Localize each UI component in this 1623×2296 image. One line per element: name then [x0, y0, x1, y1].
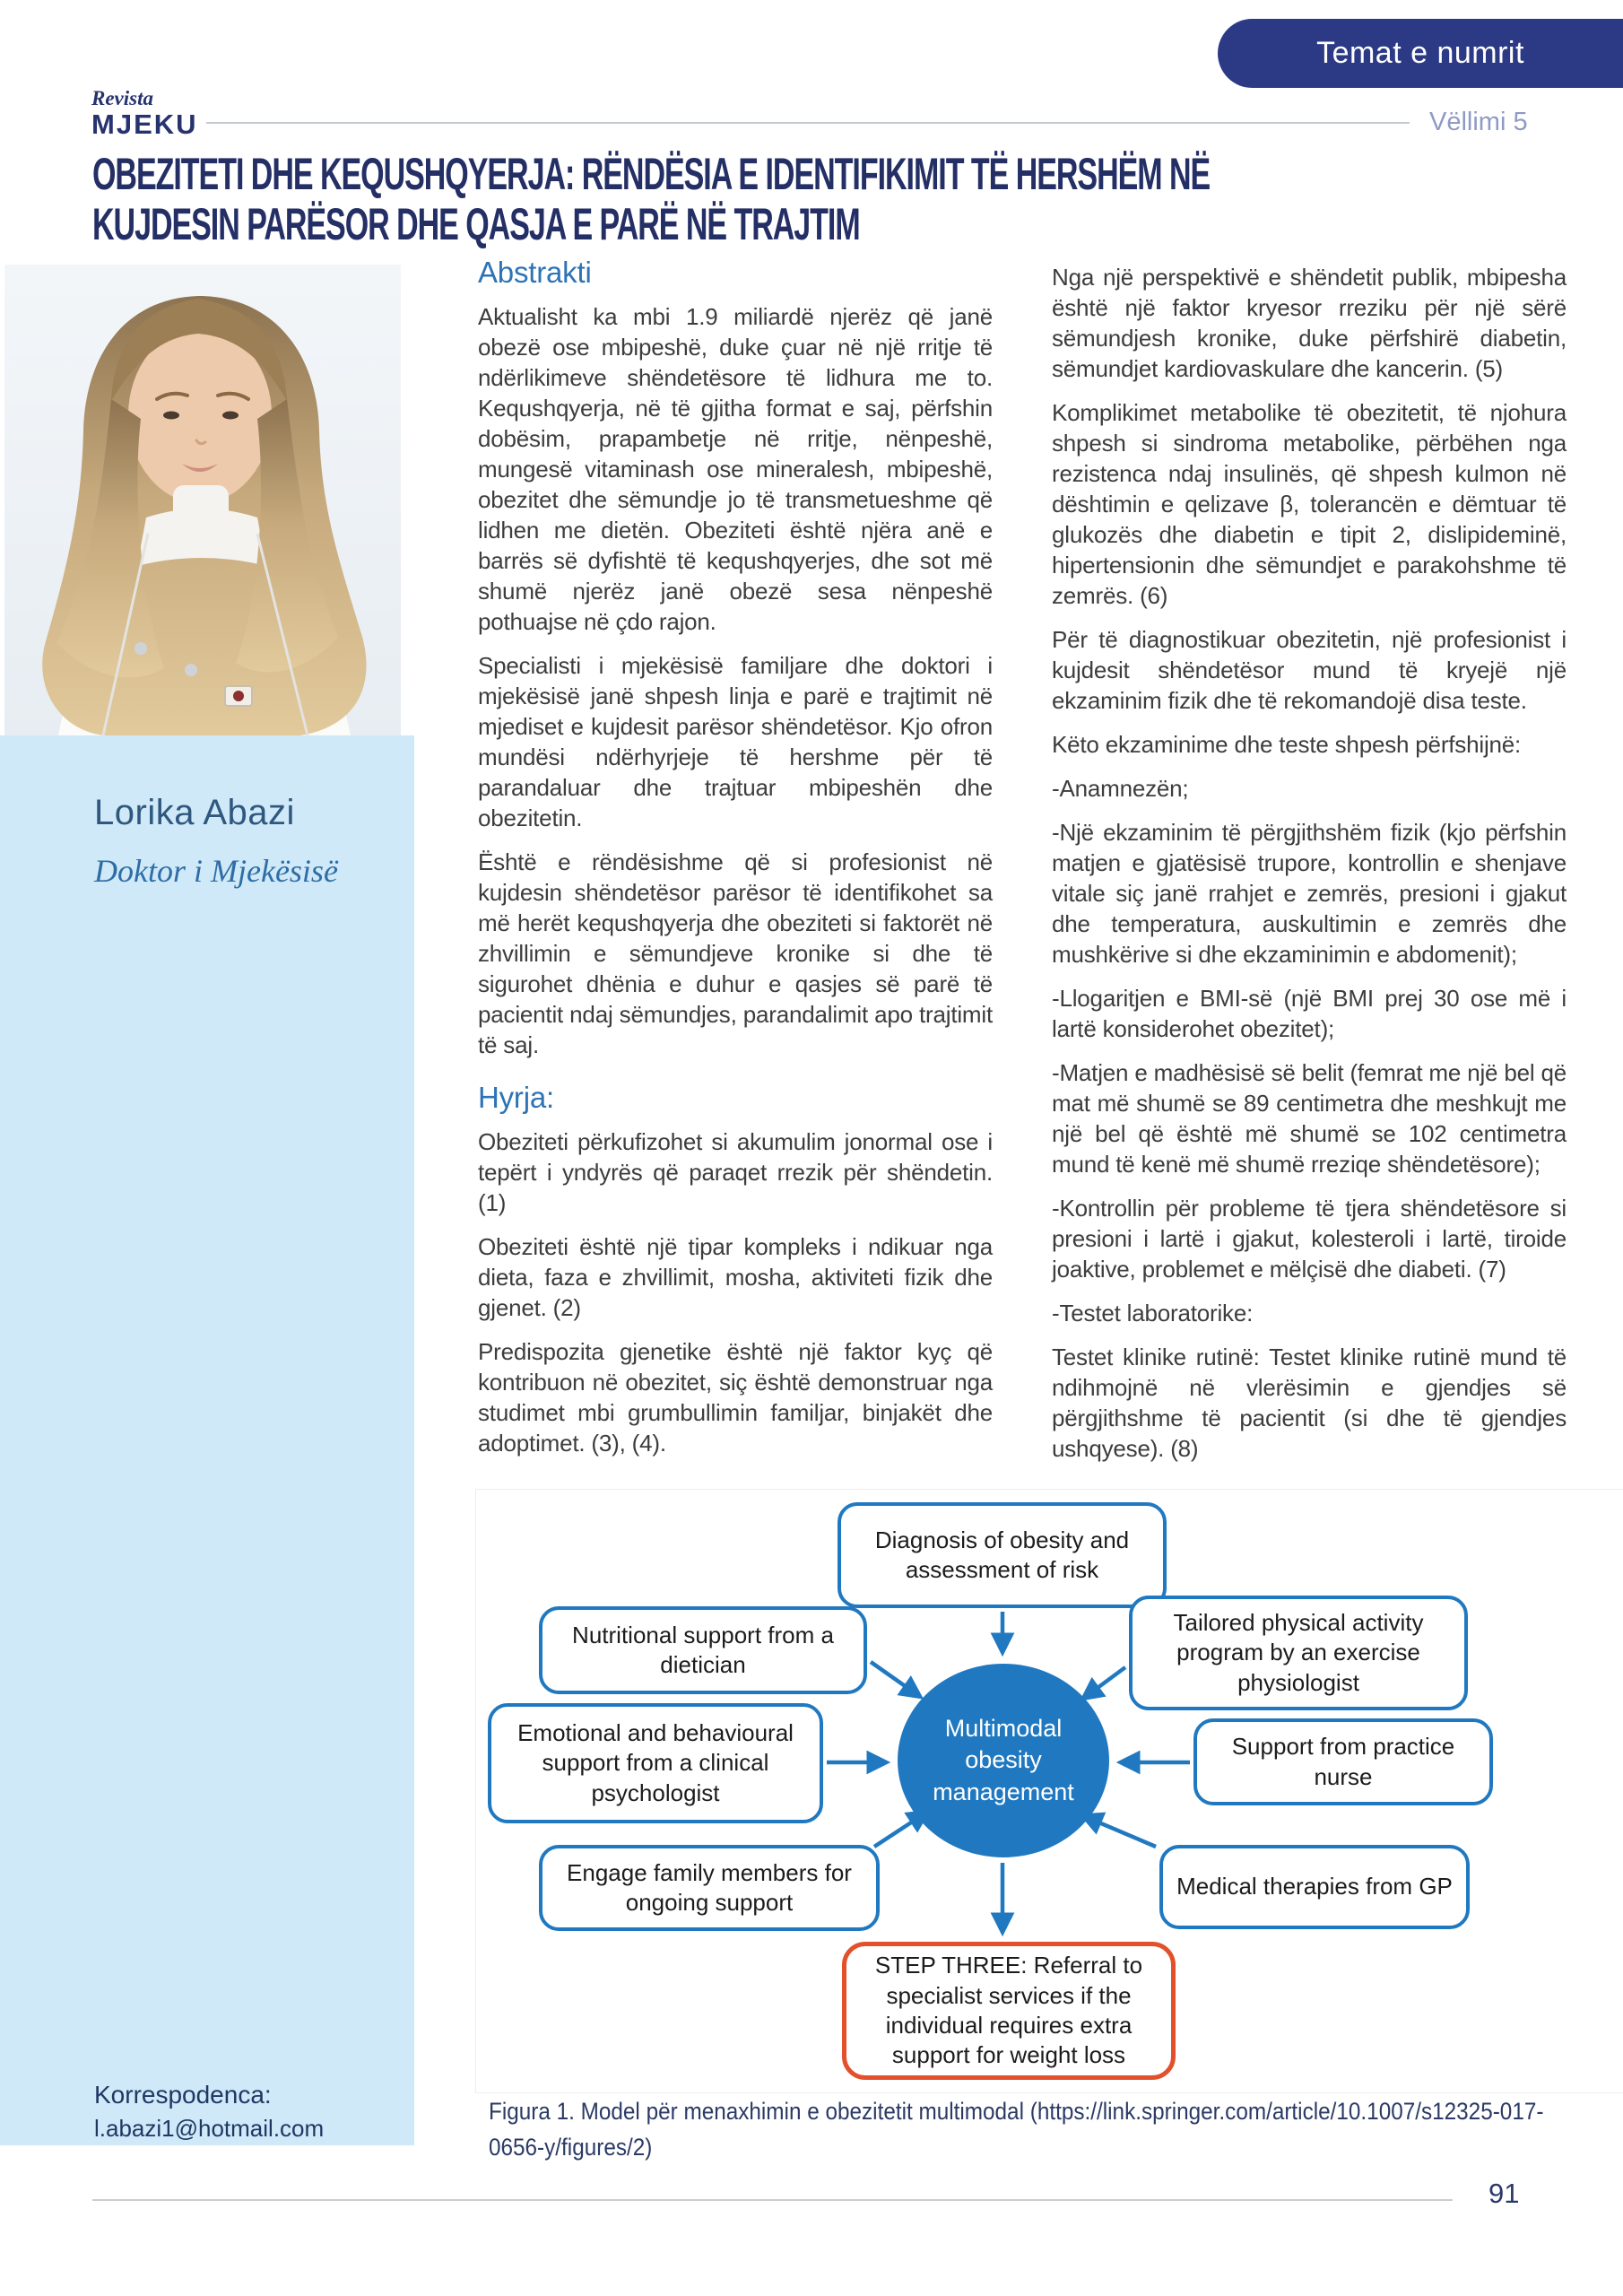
diagram-node-label: Tailored physical activity program by an exercise physiologist	[1173, 1609, 1424, 1696]
article-title-line2: KUJDESIN PARËSOR DHE QASJA E PARË NË TRAJTIM	[92, 199, 860, 249]
intro-paragraph: Predispozita gjenetike është një faktor kyç që kontribuon në obezitet, siç është demonstruar nga studimet mbi grumbullimin familjar, binjakët dhe adoptimet. (3), (4).	[478, 1338, 993, 1457]
article-title	[92, 149, 1623, 249]
diagram-step-three-label: STEP THREE: Referral to specialist services if the individual requires extra support for weight loss	[874, 1952, 1143, 2069]
diagram-node-label: Emotional and behavioural support from a clinical psychologist	[517, 1719, 794, 1806]
body-paragraph: -Testet laboratorike:	[1052, 1300, 1254, 1326]
body-paragraph: -Një ekzaminim të përgjithshëm fizik (kjo përfshin matjen e gjatësisë trupore, kontrollin e shenjave vitale siç janë rrahjet e zemrës, presioni i gjakut dhe temperatura, auskultimin e zemrës dhe mushkërive si dhe ekzaminimin e abdomenit);	[1052, 819, 1567, 968]
body-column	[1052, 262, 1567, 1477]
abstract-column	[478, 255, 993, 1472]
author-photo-illustration	[4, 265, 401, 735]
abstract-paragraph: Është e rëndësishme që si profesionist në kujdesin shëndetësor parësor të identifikohet sa më herët kequshqyerja dhe obeziteti si faktorët në zhvillimin e sëmundjeve kronike si dhe të sigurohet dhënia e duhur e qasjes së parë të pacientit ndaj sëmundjes, parandalimit apo trajtimit të saj.	[478, 848, 993, 1058]
correspondence-block	[94, 2081, 324, 2143]
intro-heading: Hyrja:	[478, 1081, 554, 1114]
author-name: Lorika Abazi	[94, 793, 295, 832]
body-paragraph: Nga një perspektivë e shëndetit publik, mbipesha është një faktor kryesor rreziku për një sërë sëmundjesh kronike, duke përfshirë diabetin, sëmundjet kardiovaskulare dhe kancerin. (5)	[1052, 264, 1567, 382]
diagram-node-label: Diagnosis of obesity and assessment of risk	[874, 1526, 1130, 1583]
figure-caption: Figura 1. Model për menaxhimin e obezitetit multimodal (https://link.springer.com/article/10.1007/s12325-017-0656-y/figures/2)	[489, 2098, 1544, 2161]
body-paragraph: Këto ekzaminime dhe teste shpesh përfshijnë:	[1052, 731, 1522, 758]
correspondence-email: l.abazi1@hotmail.com	[94, 2115, 325, 2142]
author-role: Doktor i Mjekësisë	[94, 853, 338, 889]
diagram-center-node	[898, 1664, 1109, 1857]
journal-logo-main: MJEKU	[91, 109, 198, 140]
diagram-node-label: Engage family members for ongoing support	[567, 1858, 852, 1916]
diagram-node-medical	[1159, 1845, 1470, 1929]
body-paragraph: -Llogaritjen e BMI-së (një BMI prej 30 ose më i lartë konsiderohet obezitet);	[1052, 985, 1567, 1042]
correspondence-label: Korrespodenca:	[94, 2081, 272, 2109]
intro-paragraph: Obeziteti është një tipar kompleks i ndikuar nga dieta, faza e zhvillimit, mosha, aktiviteti fizik dhe gjenet. (2)	[478, 1233, 993, 1321]
diagram-node-diagnosis	[838, 1502, 1167, 1608]
intro-paragraph: Obeziteti përkufizohet si akumulim jonormal ose i tepërt i yndyrës që paraqet rrezik për shëndetin. (1)	[478, 1128, 993, 1216]
header-divider	[206, 122, 1410, 124]
body-paragraph: Testet klinike rutinë: Testet klinike rutinë mund të ndihmojnë në vlerësimin e gjendjes së përgjithshme të pacientit (si dhe të gjendjes ushqyese). (8)	[1052, 1344, 1567, 1462]
diagram-node-label: Medical therapies from GP	[1176, 1873, 1453, 1900]
issue-topic-label: Temat e numrit	[1316, 36, 1524, 70]
diagram-center-label: Multimodal obesity management	[933, 1715, 1074, 1805]
diagram-node-nurse	[1193, 1718, 1493, 1805]
diagram-node-tailored	[1129, 1596, 1468, 1710]
footer-divider	[92, 2199, 1453, 2201]
author-sidebar-panel	[0, 735, 414, 2145]
body-paragraph: -Anamnezën;	[1052, 775, 1189, 802]
abstract-heading: Abstrakti	[478, 256, 592, 289]
diagram-node-emotional	[488, 1703, 823, 1823]
body-paragraph: -Kontrollin për probleme të tjera shëndetësore si presioni i lartë i gjakut, kolesteroli i lartë, tiroide joaktive, problemet e mëlçisë dhe diabeti. (7)	[1052, 1195, 1567, 1283]
diagram-node-engage	[539, 1845, 880, 1931]
page-number: 91	[1488, 2178, 1520, 2209]
journal-logo-top: Revista	[91, 87, 153, 109]
volume-label: Vëllimi 5	[1429, 108, 1528, 136]
abstract-paragraph: Aktualisht ka mbi 1.9 miliardë njerëz që janë obezë ose mbipeshë, duke çuar në një rritje të ndërlikimeve shëndetësore të lidhura me to. Kequshqyerja, në të gjitha format e saj, përfshin dobësim, prapambetje në rritje, nënpeshë, mungesë vitaminash ose mineralesh, mbipeshë, obezitet dhe sëmundje jo të transmetueshme që lidhen me dietën. Obeziteti është njëra anë e barrës së dyfishtë të kequshqyerjes, dhe sot më shumë njerëz janë obezë sesa nënpeshë pothuajse në çdo rajon.	[478, 303, 993, 635]
body-paragraph: Për të diagnostikuar obezitetin, një profesionist i kujdesit shëndetësor mund të kryejë një ekzaminim fizik dhe të rekomandojë disa teste.	[1052, 626, 1567, 714]
abstract-paragraph: Specialisti i mjekësisë familjare dhe doktori i mjekësisë janë shpesh linja e parë e trajtimit në mjediset e kujdesit parësor shëndetësor. Kjo ofron mundësi ndërhyrjeje të hershme për të parandaluar dhe trajtuar mbipeshën dhe obezitetin.	[478, 652, 993, 831]
figure-diagram	[475, 1489, 1623, 2093]
diagram-node-label: Support from practice nurse	[1231, 1733, 1455, 1790]
body-paragraph: Komplikimet metabolike të obezitetit, të njohura shpesh si sindroma metabolike, përbëhen nga rezistenca ndaj insulinës, që shpesh kulmon në dështimin e qelizave β, tolerancën e dëmtuar të glukozës dhe diabetin e tipit 2, dislipideminë, hipertensionin dhe sëmundjet e parakohshme të zemrës. (6)	[1052, 399, 1567, 609]
diagram-node-label: Nutritional support from a dietician	[572, 1621, 834, 1678]
issue-topic-badge	[1218, 19, 1623, 88]
body-paragraph: -Matjen e madhësisë së belit (femrat me një bel që mat më shumë se 89 centimetra dhe meshkujt me një bel që është më shumë se 102 centimetra mund të kenë më shumë rreziqe shëndetësore);	[1052, 1059, 1567, 1178]
author-photo	[4, 265, 401, 735]
article-title-line1: OBEZITETI DHE KEQUSHQYERJA: RËNDËSIA E IDENTIFIKIMIT TË HERSHËM NË	[92, 149, 1211, 199]
journal-logo	[91, 88, 198, 138]
diagram-node-nutritional	[539, 1606, 867, 1694]
diagram-step-three-box	[842, 1942, 1176, 2080]
